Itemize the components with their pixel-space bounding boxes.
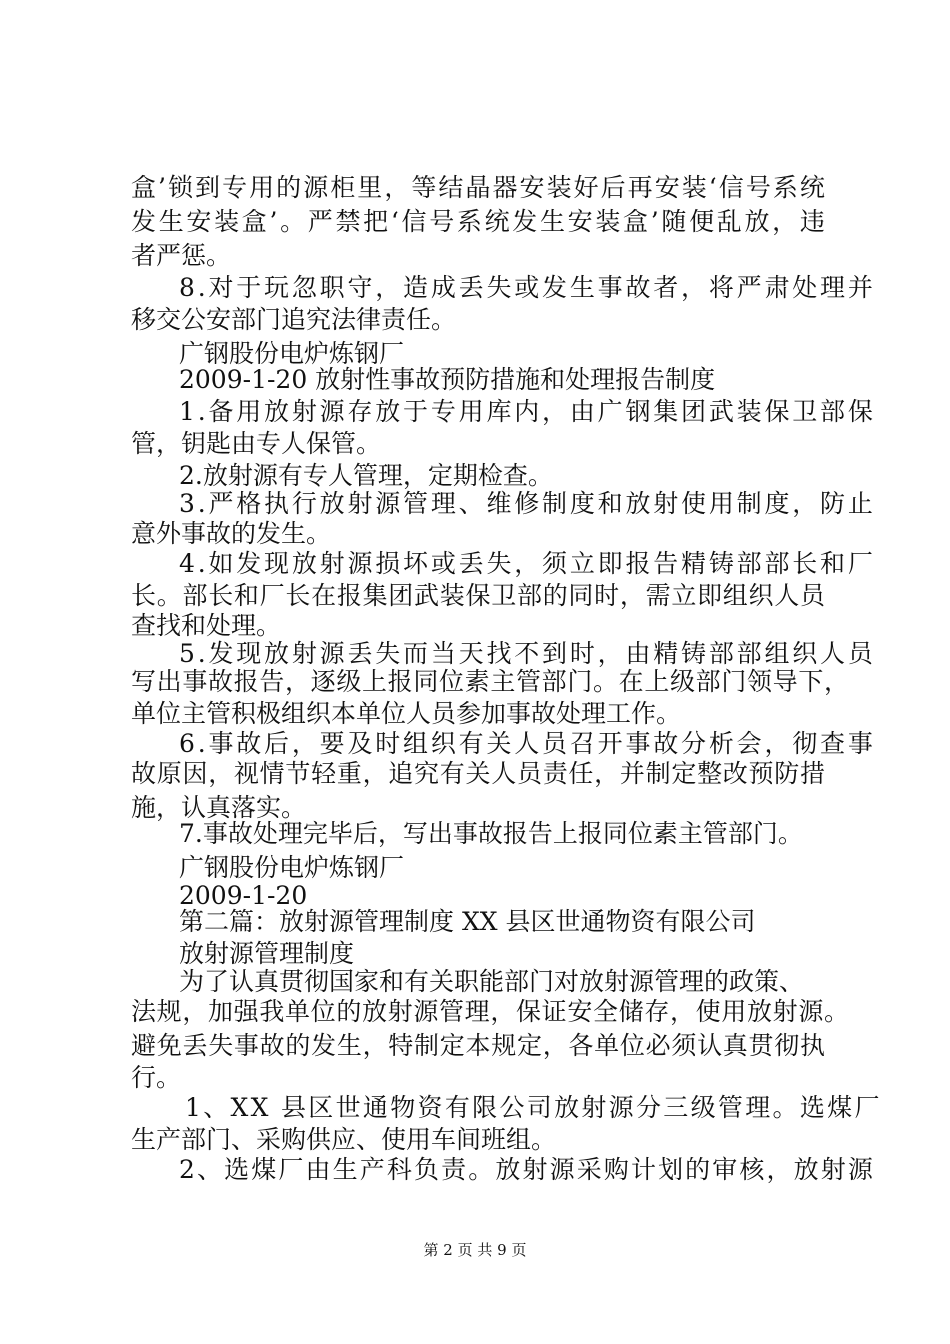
- paragraph-line: 避免丢失事故的发生，特制定本规定，各单位必须认真贯彻执: [131, 1031, 826, 1060]
- paragraph-line: 广钢股份电炉炼钢厂: [179, 339, 405, 368]
- paragraph-line: 单位主管积极组织本单位人员参加事故处理工作。: [131, 699, 682, 728]
- paragraph-line: 故原因，视情节轻重，追究有关人员责任，并制定整改预防措: [131, 759, 826, 788]
- paragraph-line: 发生安装盒’。严禁把‘信号系统发生安装盒’随便乱放，违: [131, 207, 828, 236]
- paragraph-line: 1.备用放射源存放于专用库内，由广钢集团武装保卫部保: [179, 397, 876, 426]
- paragraph-line: 行。: [131, 1063, 182, 1092]
- paragraph-line: 7.事故处理完毕后，写出事故报告上报同位素主管部门。: [179, 819, 803, 848]
- paragraph-line: 管，钥匙由专人保管。: [131, 429, 382, 458]
- paragraph-line: 8.对于玩忽职守，造成丢失或发生事故者，将严肃处理并: [179, 273, 876, 302]
- paragraph-line: 盒’锁到专用的源柜里，等结晶器安装好后再安装‘信号系统: [131, 173, 827, 202]
- paragraph-line: 2.放射源有专人管理，定期检查。: [179, 461, 553, 490]
- paragraph-line: 移交公安部门追究法律责任。: [131, 305, 457, 334]
- paragraph-line: 长。部长和厂长在报集团武装保卫部的同时，需立即组织人员: [131, 581, 826, 610]
- paragraph-line: 法规，加强我单位的放射源管理，保证安全储存，使用放射源。: [131, 997, 850, 1026]
- paragraph-line: 施，认真落实。: [131, 793, 307, 822]
- paragraph-line: 意外事故的发生。: [131, 519, 332, 548]
- paragraph-line: 生产部门、采购供应、使用车间班组。: [131, 1125, 557, 1154]
- paragraph-line: 第二篇：放射源管理制度 XX 县区世通物资有限公司: [179, 907, 756, 936]
- paragraph-line: 6.事故后，要及时组织有关人员召开事故分析会，彻查事: [179, 729, 876, 758]
- paragraph-line: 查找和处理。: [131, 611, 282, 640]
- paragraph-line: 5.发现放射源丢失而当天找不到时，由精铸部部组织人员: [179, 639, 876, 668]
- paragraph-line: 2009-1-20 放射性事故预防措施和处理报告制度: [179, 365, 716, 394]
- paragraph-line: 广钢股份电炉炼钢厂: [179, 853, 405, 882]
- paragraph-line: 者严惩。: [131, 241, 232, 270]
- paragraph-line: 4.如发现放射源损坏或丢失，须立即报告精铸部部长和厂: [179, 549, 876, 578]
- paragraph-line: 1、XX 县区世通物资有限公司放射源分三级管理。选煤厂: [185, 1093, 882, 1122]
- paragraph-line: 放射源管理制度: [179, 939, 355, 968]
- paragraph-line: 写出事故报告，逐级上报同位素主管部门。在上级部门领导下，: [131, 667, 850, 696]
- paragraph-line: 3.严格执行放射源管理、维修制度和放射使用制度，防止: [179, 489, 876, 518]
- paragraph-line: 2009-1-20: [179, 881, 308, 910]
- page-footer: 第 2 页 共 9 页: [423, 1241, 527, 1259]
- paragraph-line: 为了认真贯彻国家和有关职能部门对放射源管理的政策、: [179, 967, 805, 996]
- paragraph-line: 2、选煤厂由生产科负责。放射源采购计划的审核，放射源: [179, 1155, 876, 1184]
